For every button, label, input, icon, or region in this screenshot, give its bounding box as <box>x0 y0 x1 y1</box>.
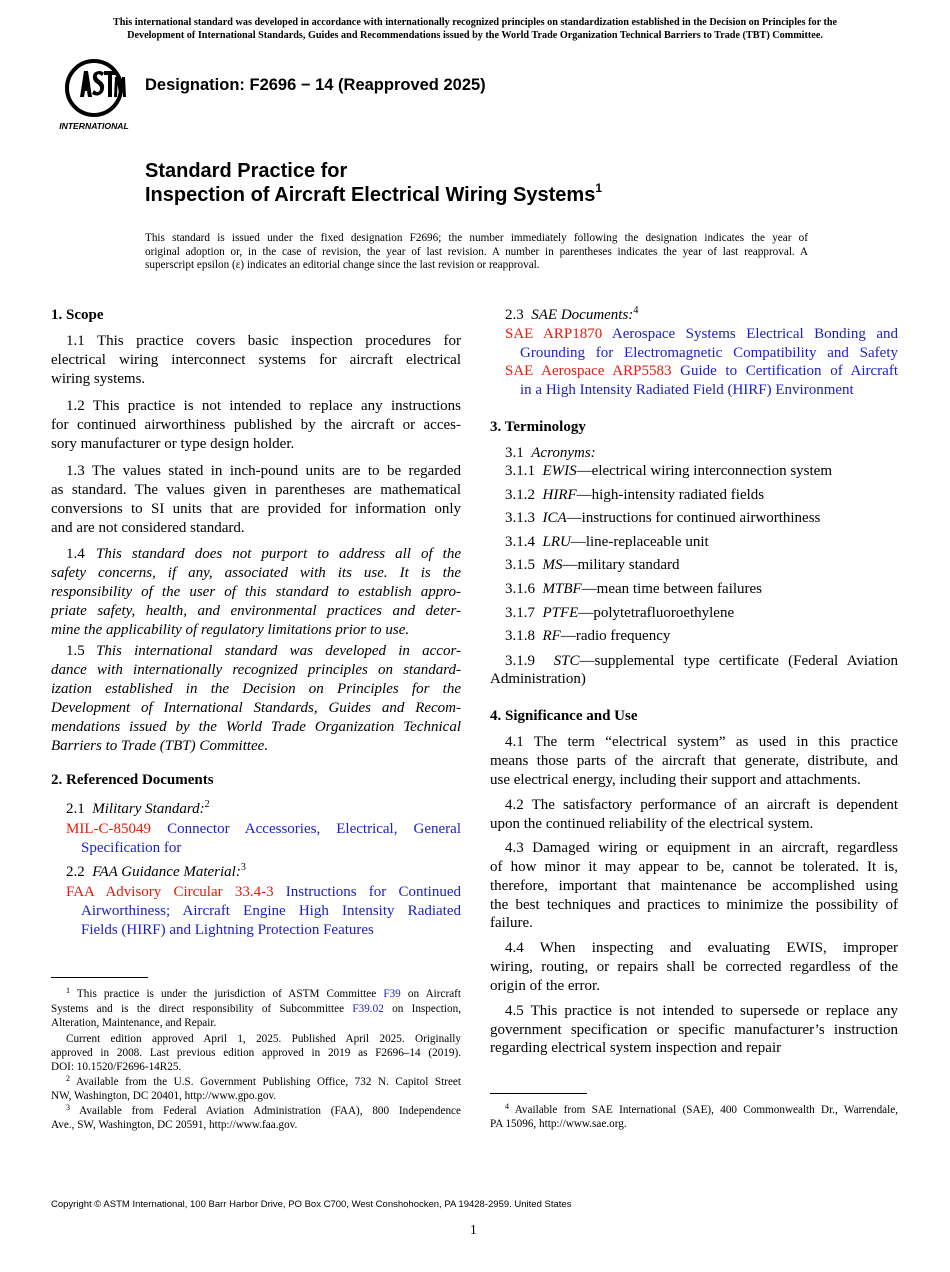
acronym-item <box>505 628 670 645</box>
para-4-5-line: regarding electrical system inspection and repair <box>490 1040 782 1056</box>
para-4-4-line: 4.4 When inspecting and evaluating EWIS, improper <box>505 940 898 956</box>
ref-title[interactable]: Aerospace Systems Electrical Bonding and <box>611 326 898 342</box>
issue-note-line: This standard is issued under the fixed designation F2696; the number immediately following the designation indicates the year of <box>145 232 808 244</box>
ref-code[interactable]: SAE Aerospace ARP5583 <box>505 363 672 379</box>
footnote-1-mark: 1 <box>66 986 70 995</box>
section-2-heading: 2. Referenced Documents <box>51 772 214 788</box>
ref-title[interactable]: Guide to Certification of Aircraft <box>680 363 898 379</box>
issue-note-line: original adoption or, in the case of revision, the year of last revision. A number in parentheses indicates the year of last reapproval. A <box>145 245 808 258</box>
title-line-1: Standard Practice for <box>145 160 348 182</box>
para-1-2-line: for continued airworthiness published by the aircraft or acces- <box>51 417 461 433</box>
footnote-text: on Inspection, <box>392 1003 462 1015</box>
acronym-term: LRU <box>542 533 571 550</box>
acronym-term: ICA <box>542 510 567 527</box>
para-1-4-line: mine the applicability of regulatory limitations prior to use. <box>51 622 410 638</box>
acronym-number: 3.1.7 <box>505 604 535 621</box>
para-1-3-line: as standard. The values given in parentheses are mathematical <box>51 482 461 498</box>
acronym-item <box>505 487 764 504</box>
section-2-2-label: FAA Guidance Material: <box>92 864 241 880</box>
para-1-3-line: 1.3 The values stated in inch-pound units are to be regarded <box>66 463 461 479</box>
astm-logo <box>54 57 134 133</box>
para-1-1-line: electrical wiring interconnect systems for aircraft electrical <box>51 352 461 368</box>
acronym-number: 3.1.8 <box>505 628 535 645</box>
acronym-number: 3.1.1 <box>505 463 535 479</box>
acronym-number: 3.1.5 <box>505 557 535 574</box>
section-2-1-label: Military Standard: <box>92 801 205 817</box>
section-2-1-number: 2.1 <box>66 801 85 817</box>
issue-note-line: superscript epsilon (ε) indicates an editorial change since the last revision or reapproval. <box>145 259 540 271</box>
footnote-2-line <box>66 1076 461 1088</box>
para-1-5-line: dance with internationally recognized principles on standard- <box>51 662 461 678</box>
acronym-definition: —radio frequency <box>560 628 671 645</box>
para-4-3-line: the best techniques and practices to minimize the possibility of <box>490 897 898 913</box>
ref-title[interactable]: Connector Accessories, Electrical, General <box>167 821 461 837</box>
subcommittee-link[interactable]: F39.02 <box>352 1003 384 1015</box>
footnote-1-line <box>51 1003 461 1015</box>
footnote-text: Available from SAE International (SAE), 400 Commonwealth Dr., Warrendale, <box>514 1104 898 1116</box>
section-2-1 <box>66 801 210 818</box>
para-1-5-line: Development of International Standards, Guides and Recom- <box>51 700 461 716</box>
acronym-definition: —electrical wiring interconnection system <box>576 463 832 479</box>
footnote-text: Available from the U.S. Government Publishing Office, 732 N. Capitol Street <box>75 1076 461 1088</box>
para-4-5-line: government specification or specific manufacturer’s instruction <box>490 1022 898 1038</box>
acronym-definition: —polytetrafluoroethylene <box>578 604 735 621</box>
footnote-2-mark: 2 <box>66 1074 70 1083</box>
acronym-item <box>505 463 832 480</box>
ref-code[interactable]: MIL-C-85049 <box>66 821 151 837</box>
section-2-2 <box>66 864 246 881</box>
astm-logo-mark <box>54 57 134 133</box>
footnote-divider <box>490 1093 587 1094</box>
edition-line: approved in 2008. Last previous edition approved in 2019 as F2696–14 (2019). <box>51 1047 461 1059</box>
committee-link[interactable]: F39 <box>383 988 401 1000</box>
footnote-4-mark: 4 <box>505 1102 509 1111</box>
section-3-1-label: Acronyms: <box>531 445 596 461</box>
ref-title-continued[interactable]: in a High Intensity Radiated Field (HIRF) Environment <box>520 382 854 398</box>
top-notice-line: Development of International Standards, Guides and Recommendations issued by the World Trade Organization Technical Barriers to Trade (TBT) Committee. <box>127 30 823 41</box>
ref-sae-arp5583[interactable] <box>505 363 898 380</box>
ref-title-continued[interactable]: Grounding for Electromagnetic Compatibility and Safety <box>520 345 898 361</box>
acronym-item <box>505 534 709 551</box>
para-1-5-line: ization established in the Decision on Principles for the <box>51 681 461 697</box>
footnote-4-line: PA 15096, http://www.sae.org. <box>490 1118 627 1130</box>
acronym-term: MTBF <box>542 581 582 597</box>
footnote-ref-2: 2 <box>204 799 210 810</box>
footnote-4-line <box>505 1104 898 1116</box>
acronym-number: 3.1.4 <box>505 533 535 550</box>
ref-title[interactable]: Instructions for Continued <box>285 884 461 900</box>
para-1-3-line: conversions to SI units that are provided for information only <box>51 501 461 517</box>
para-1-4-line: priate safety, health, and environmental practices and deter- <box>51 603 461 619</box>
acronym-item <box>505 557 680 574</box>
title-footnote-mark: 1 <box>595 181 602 195</box>
para-1-1-line: 1.1 This practice covers basic inspection procedures for <box>66 333 461 349</box>
footnote-ref-4: 4 <box>633 305 639 316</box>
footnote-2-line: NW, Washington, DC 20401, http://www.gpo.gov. <box>51 1090 277 1102</box>
footnote-text: Available from Federal Aviation Administration (FAA), 800 Independence <box>79 1105 461 1117</box>
acronym-definition: —line-replaceable unit <box>570 533 709 550</box>
footnote-3-line <box>66 1105 461 1117</box>
ref-code[interactable]: FAA Advisory Circular 33.4-3 <box>66 884 274 900</box>
footnote-ref-3: 3 <box>240 862 246 873</box>
acronym-number: 3.1.9 <box>505 653 535 669</box>
acronym-term: STC <box>553 653 580 669</box>
footnote-divider <box>51 977 148 978</box>
acronym-definition-continued: Administration) <box>490 671 586 687</box>
acronym-item <box>505 653 898 670</box>
acronym-item <box>505 605 734 622</box>
acronym-term: PTFE <box>542 604 579 621</box>
acronym-definition: —high-intensity radiated fields <box>576 486 765 503</box>
section-3-1 <box>505 445 596 462</box>
para-1-4-line: safety concerns, if any, associated with its use. It is the <box>51 565 461 581</box>
footnote-1-line: Alteration, Maintenance, and Repair. <box>51 1017 217 1029</box>
acronym-term: RF <box>542 628 561 645</box>
page-number: 1 <box>470 1222 477 1237</box>
top-notice <box>42 16 908 42</box>
footnote-text: This practice is under the jurisdiction of ASTM Committee <box>76 988 377 1000</box>
acronym-definition: —military standard <box>562 557 680 574</box>
ref-code[interactable]: SAE ARP1870 <box>505 326 603 342</box>
ref-mil-c-85049[interactable] <box>66 821 461 838</box>
para-4-4-line: origin of the error. <box>490 978 600 994</box>
para-4-3-line: failure. <box>490 915 533 931</box>
ref-sae-arp1870[interactable] <box>505 326 898 343</box>
acronym-term: MS <box>542 557 563 574</box>
designation: Designation: F2696 − 14 (Reapproved 2025) <box>145 76 486 94</box>
para-4-2-line: 4.2 The satisfactory performance of an aircraft is dependent <box>505 797 898 813</box>
para-4-1-line: means those parts of the aircraft that generate, distribute, and <box>490 753 898 769</box>
para-4-4-line: wiring, routing, or repairs shall be corrected regardless of the <box>490 959 898 975</box>
footnote-1-line <box>66 988 461 1000</box>
section-2-2-number: 2.2 <box>66 864 85 880</box>
para-4-1-line: use electrical energy, including their support and attachments. <box>490 772 861 788</box>
para-4-3-line: of how minor it may appear to be, cannot be tolerated. It is, <box>490 859 898 875</box>
section-4-heading: 4. Significance and Use <box>490 708 638 724</box>
title-line-2 <box>145 181 602 207</box>
para-4-2-line: upon the continued reliability of the electrical system. <box>490 816 814 832</box>
acronym-definition: —supplemental type certificate (Federal Aviation <box>579 653 899 669</box>
section-1-heading: 1. Scope <box>51 307 104 323</box>
para-4-3-line: 4.3 Damaged wiring or equipment in an aircraft, regardless <box>505 840 898 856</box>
acronym-number: 3.1.3 <box>505 510 535 527</box>
para-1-4-line: This standard does not purport to address all of the <box>96 546 461 562</box>
ref-title-continued[interactable]: Specification for <box>81 840 182 856</box>
acronym-term: HIRF <box>542 486 577 503</box>
para-1-2-line: sory manufacturer or type design holder. <box>51 436 295 452</box>
para-1-1-line: wiring systems. <box>51 371 146 387</box>
para-4-1-line: 4.1 The term “electrical system” as used in this practice <box>505 734 898 750</box>
para-1-4-line: responsibility of the user of this standard to establish appro- <box>51 584 461 600</box>
footnote-3-line: Ave., SW, Washington, DC 20591, http://www.faa.gov. <box>51 1119 298 1131</box>
footnote-3-mark: 3 <box>66 1103 70 1112</box>
edition-line: Current edition approved April 1, 2025. Published April 2025. Originally <box>66 1033 461 1045</box>
acronym-definition: —mean time between failures <box>581 581 763 597</box>
ref-faa-ac-33-4-3[interactable] <box>66 884 461 901</box>
para-4-3-line: therefore, important that maintenance be accomplished using <box>490 878 898 894</box>
edition-line: DOI: 10.1520/F2696-14R25. <box>51 1061 182 1073</box>
acronym-definition: —instructions for continued airworthiness <box>566 510 821 527</box>
para-1-5-line: This international standard was developed in accor- <box>96 643 461 659</box>
acronym-number: 3.1.6 <box>505 581 535 597</box>
para-1-5-line: mendations issued by the World Trade Organization Technical <box>51 719 461 735</box>
acronym-item <box>505 581 762 598</box>
issue-note <box>145 232 808 273</box>
para-1-5-number: 1.5 <box>66 643 85 659</box>
ref-title-continued[interactable]: Fields (HIRF) and Lightning Protection Features <box>81 922 374 938</box>
para-1-2-line: 1.2 This practice is not intended to replace any instructions <box>66 398 461 414</box>
para-4-5-line: 4.5 This practice is not intended to supersede or replace any <box>505 1003 898 1019</box>
top-notice-line: This international standard was developed in accordance with internationally recognized principles on standardization established in the Decision on Principles for the <box>112 17 838 28</box>
para-1-5-line: Barriers to Trade (TBT) Committee. <box>51 738 269 754</box>
para-1-4-number: 1.4 <box>66 546 85 562</box>
acronym-item <box>505 510 820 527</box>
section-3-1-number: 3.1 <box>505 445 524 461</box>
copyright-footer: Copyright © ASTM International, 100 Barr Harbor Drive, PO Box C700, West Conshohocken, PA 19428-2959. United States <box>51 1199 572 1210</box>
acronym-term: EWIS <box>542 463 577 479</box>
footnote-text: Systems and is the direct responsibility of Subcommittee <box>51 1003 345 1015</box>
section-2-3 <box>505 307 638 324</box>
footnote-text: on Aircraft <box>407 988 461 1000</box>
section-2-3-label: SAE Documents: <box>531 307 634 323</box>
acronym-number: 3.1.2 <box>505 486 535 503</box>
ref-title-continued[interactable]: Airworthiness; Aircraft Engine High Intensity Radiated <box>81 903 461 919</box>
section-3-heading: 3. Terminology <box>490 419 586 435</box>
section-2-3-number: 2.3 <box>505 307 524 323</box>
title-text: Inspection of Aircraft Electrical Wiring Systems <box>145 184 596 206</box>
para-1-3-line: and are not considered standard. <box>51 520 245 536</box>
logo-text: INTERNATIONAL <box>59 121 129 131</box>
